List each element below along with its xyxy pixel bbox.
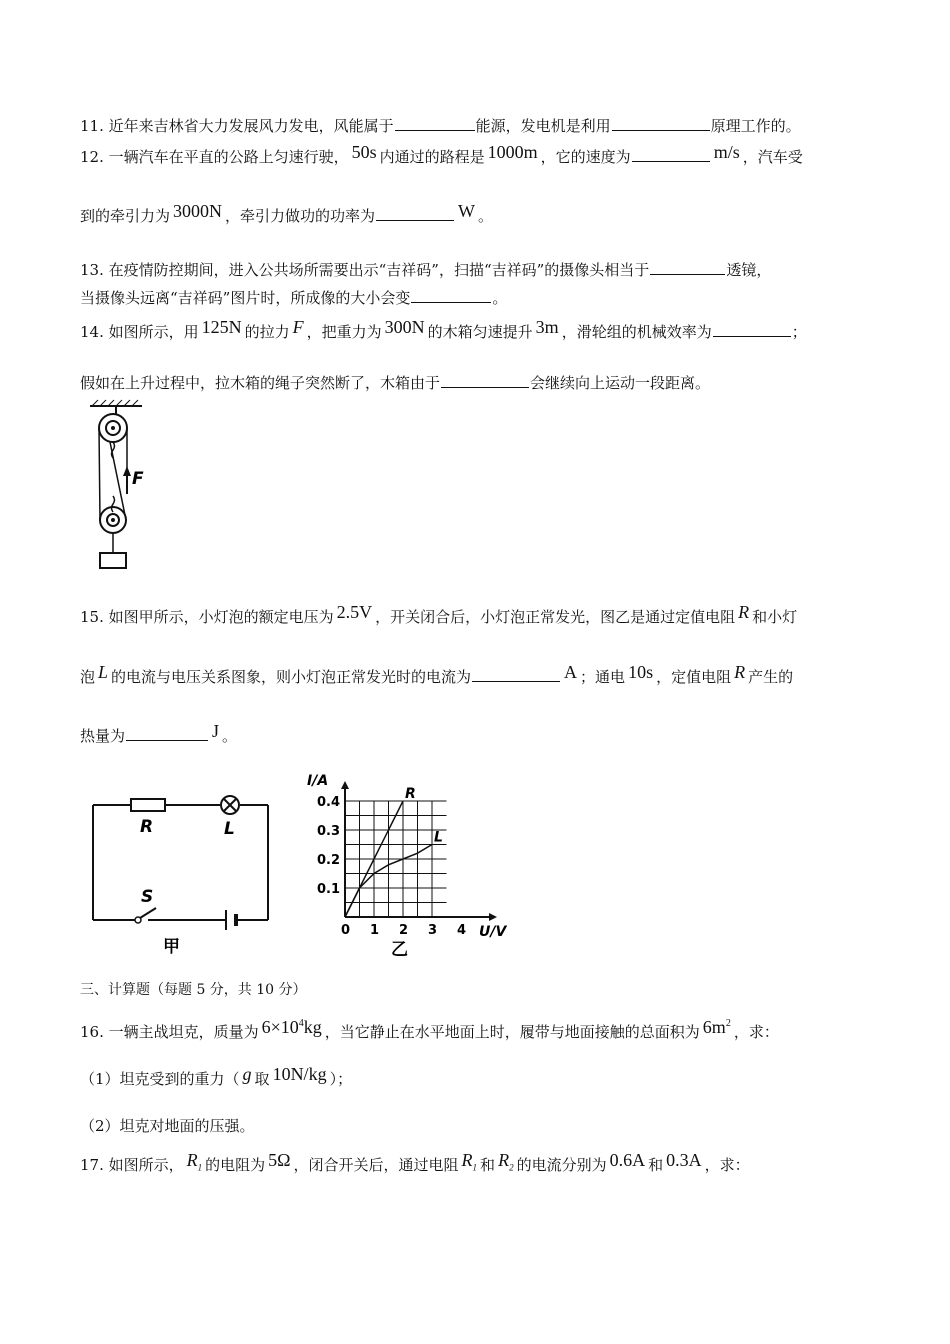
answer-blank[interactable] [411, 287, 491, 303]
chart-grid [345, 801, 447, 917]
q15-L: L [98, 662, 109, 682]
q11-text-a: 11. 近年来吉林省大力发展风力发电，风能属于 [80, 117, 394, 135]
q16-p1-text: （1）坦克受到的重力（ [80, 1070, 240, 1088]
q15-text-j: 。 [222, 727, 238, 745]
q17-text-b: 的电阻为 [205, 1156, 266, 1174]
q17-ohm: 5Ω [268, 1150, 291, 1170]
series-label-R: R [405, 786, 416, 802]
q17-text-g: ，求： [704, 1156, 750, 1174]
question-12 [80, 142, 803, 167]
q11-text-c: 原理工作的。 [710, 117, 801, 135]
q13-text-d: 。 [492, 289, 508, 307]
q16-text-a: 16. 一辆主战坦克，质量为 [80, 1023, 259, 1041]
answer-blank[interactable] [632, 146, 710, 162]
q12-watt: W [458, 201, 476, 221]
q12-force: 3000N [173, 201, 223, 221]
pulley-figure [80, 398, 170, 578]
x-tick-label: 0 [341, 923, 351, 938]
q14-height: 3m [535, 317, 559, 337]
q17-text-d: 和 [480, 1156, 496, 1174]
q16-area: 6m [702, 1017, 726, 1037]
q15-text-f: ；通电 [580, 668, 626, 686]
q15-text-a: 15. 如图甲所示，小灯泡的额定电压为 [80, 608, 334, 626]
q14-text-b: 的拉力 [244, 323, 290, 341]
question-15-cont2 [80, 721, 238, 746]
question-12-cont [80, 201, 494, 226]
q15-text-d: 泡 [80, 668, 96, 686]
q12-text-h: 。 [478, 207, 494, 225]
q16-text-c: ，求： [733, 1023, 779, 1041]
q11-text-b: 能源，发电机是利用 [475, 117, 611, 135]
q15-time: 10s [628, 662, 654, 682]
answer-blank[interactable] [472, 666, 560, 682]
q15-voltage: 2.5V [336, 602, 373, 622]
q15-text-c: 和小灯 [752, 608, 798, 626]
question-11 [80, 115, 801, 136]
q12-text-b: 内通过的路程是 [379, 148, 485, 166]
q13-text-c: 当摄像头远离“吉祥码”图片时，所成像的大小会变 [80, 289, 411, 307]
answer-blank[interactable] [395, 115, 475, 131]
force-label: F [132, 469, 144, 489]
q17-text-a: 17. 如图所示， [80, 1156, 184, 1174]
wooden-box [100, 553, 126, 568]
q15-text-g: ，定值电阻 [656, 668, 732, 686]
q15-text-i: 热量为 [80, 727, 126, 745]
q15-amp: A [564, 662, 578, 682]
q12-distance: 1000m [487, 142, 538, 162]
section-3-title [80, 980, 307, 1000]
x-tick-label: 1 [370, 923, 380, 938]
q14-text-a: 14. 如图所示，用 [80, 323, 199, 341]
q15-R2: R [734, 662, 746, 682]
x-tick-label: 3 [428, 923, 438, 938]
x-tick-label: 2 [399, 923, 409, 938]
q17-text-f: 和 [648, 1156, 664, 1174]
q12-time: 50s [351, 142, 377, 162]
circuit-wires [93, 805, 268, 920]
q14-text-f: ； [791, 323, 807, 341]
answer-blank[interactable] [441, 372, 529, 388]
q17-I2: 0.3A [666, 1150, 702, 1170]
resistor-label: R [140, 817, 154, 837]
circuit-figure [88, 790, 278, 960]
section-3-title-text: 三、计算题（每题 5 分，共 10 分） [80, 982, 307, 998]
q16-g: g [242, 1064, 252, 1084]
q16-exp: 4 [298, 1018, 304, 1029]
y-tick-label: 0.1 [317, 882, 341, 897]
circuit-caption: 甲 [163, 937, 180, 957]
resistor [131, 799, 165, 811]
answer-blank[interactable] [713, 321, 791, 337]
question-14-cont [80, 372, 710, 393]
q13-text-a: 13. 在疫情防控期间，进入公共场所需要出示“吉祥码”，扫描“吉祥码”的摄像头相当于 [80, 261, 650, 279]
q16-mass: 6×10 [261, 1017, 299, 1037]
switch-label: S [141, 887, 154, 907]
q14-weight: 300N [384, 317, 425, 337]
q12-text-e: ，汽车受 [742, 148, 803, 166]
lamp-label: L [224, 819, 235, 839]
q12-text-a: 12. 一辆汽车在平直的公路上匀速行驶， [80, 148, 349, 166]
x-tick-label: 4 [457, 923, 467, 938]
q16-text-b: ，当它静止在水平地面上时，履带与地面接触的总面积为 [324, 1023, 700, 1041]
y-tick-label: 0.2 [317, 853, 341, 868]
q12-text-c: ，它的速度为 [540, 148, 631, 166]
q15-R: R [738, 602, 750, 622]
q15-text-h: 产生的 [748, 668, 794, 686]
q14-force-symbol: F [292, 317, 304, 337]
q17-I1: 0.6A [609, 1150, 646, 1170]
q16-p1-take: 取 [254, 1070, 270, 1088]
q17-text-e: 的电流分别为 [516, 1156, 607, 1174]
y-axis-label: I/A [307, 773, 329, 789]
q14-force: 125N [201, 317, 242, 337]
q16-g-value: 10N/kg [272, 1064, 327, 1084]
q14-text-c: ，把重力为 [306, 323, 382, 341]
q12-text-f: 到的牵引力为 [80, 207, 171, 225]
q17-R1b-sub: 1 [472, 1162, 478, 1173]
iu-chart [300, 772, 520, 962]
answer-blank[interactable] [376, 205, 454, 221]
q14-text-g: 假如在上升过程中，拉木箱的绳子突然断了，木箱由于 [80, 374, 441, 392]
q16-kg: kg [303, 1017, 322, 1037]
chart-caption: 乙 [391, 940, 408, 960]
question-16-part-1 [80, 1064, 353, 1089]
q16-p2-text: （2）坦克对地面的压强。 [80, 1117, 255, 1135]
question-15-cont [80, 662, 794, 687]
q17-R1: R [186, 1150, 198, 1170]
q14-text-e: ，滑轮组的机械效率为 [561, 323, 712, 341]
q15-text-b: ，开关闭合后，小灯泡正常发光，图乙是通过定值电阻 [375, 608, 736, 626]
q16-area-exp: 2 [725, 1018, 731, 1029]
q17-R1b: R [461, 1150, 473, 1170]
q14-text-d: 的木箱匀速提升 [427, 323, 533, 341]
question-17 [80, 1150, 750, 1182]
q14-text-k: 会继续向上运动一段距离。 [530, 374, 711, 392]
question-13 [80, 259, 771, 280]
y-axis-arrow [341, 781, 349, 789]
q17-R2: R [498, 1150, 510, 1170]
series-label-L: L [434, 829, 443, 846]
x-axis-label: U/V [479, 924, 507, 940]
question-14 [80, 317, 807, 342]
question-13-cont [80, 287, 507, 308]
y-tick-label: 0.3 [317, 824, 341, 839]
question-15 [80, 602, 798, 627]
question-16-part-2 [80, 1116, 255, 1136]
q12-unit: m/s [713, 142, 740, 162]
answer-blank[interactable] [612, 115, 710, 131]
q17-text-c: ，闭合开关后，通过电阻 [293, 1156, 459, 1174]
q17-R2-sub: 2 [509, 1162, 514, 1173]
x-axis-arrow [489, 913, 497, 921]
q16-p1-end: ）； [329, 1070, 353, 1088]
q17-R1-sub: 1 [197, 1162, 203, 1173]
q15-joule: J [212, 721, 220, 741]
q13-text-b: 透镜， [726, 261, 772, 279]
answer-blank[interactable] [126, 725, 208, 741]
question-16 [80, 1018, 779, 1042]
q12-text-g: ，牵引力做功的功率为 [225, 207, 376, 225]
answer-blank[interactable] [650, 259, 725, 275]
q15-text-e: 的电流与电压关系图象，则小灯泡正常发光时的电流为 [111, 668, 472, 686]
y-tick-label: 0.4 [317, 795, 341, 810]
